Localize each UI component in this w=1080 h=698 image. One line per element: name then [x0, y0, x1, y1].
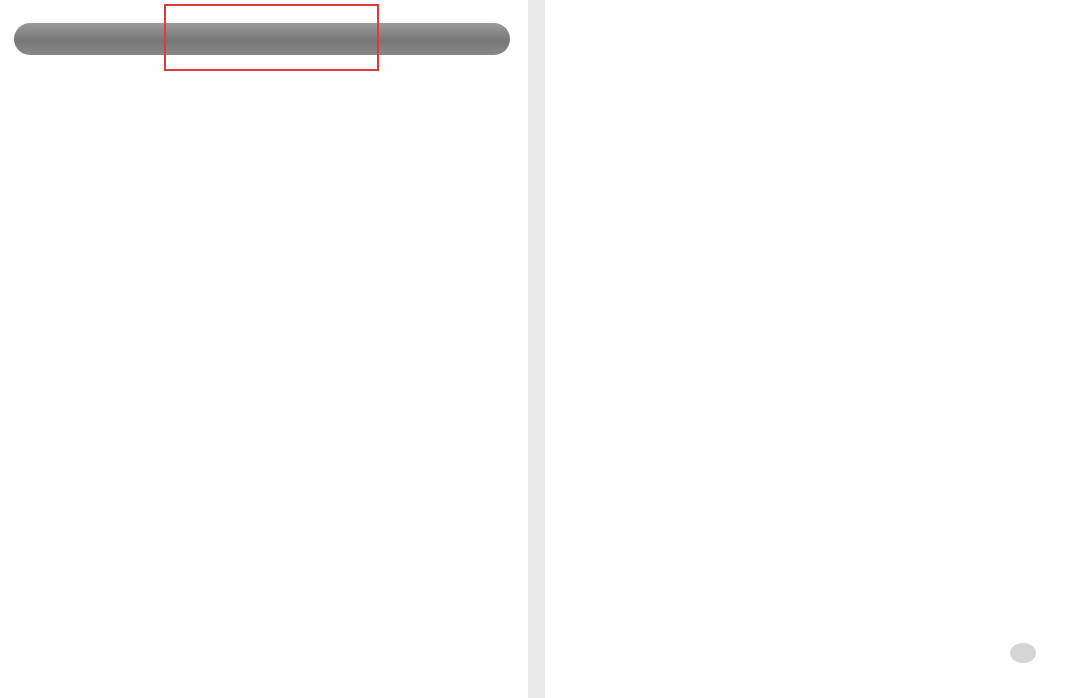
highlight-box: [164, 4, 379, 71]
right-page: [545, 0, 1080, 698]
watermark: [1010, 640, 1042, 665]
wechat-icon: [1010, 643, 1036, 663]
left-page: [0, 0, 528, 698]
